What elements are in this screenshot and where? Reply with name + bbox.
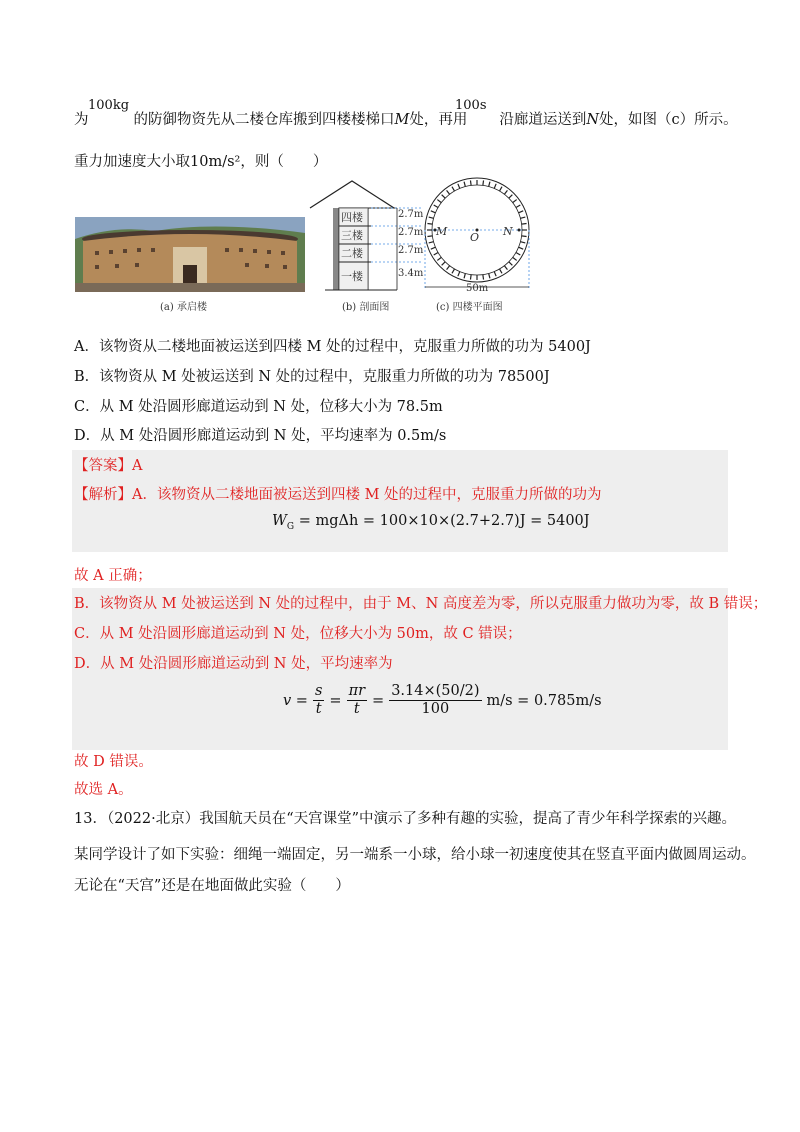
frac-num: s bbox=[314, 683, 323, 699]
ring-tick bbox=[483, 275, 484, 280]
option-b: B．该物资从 M 处被运送到 N 处的过程中，克服重力所做的功为 78500J bbox=[74, 369, 550, 385]
option-a: A．该物资从二楼地面被运送到四楼 M 处的过程中，克服重力所做的功为 5400J bbox=[74, 339, 591, 355]
mass-value: 100kg bbox=[88, 98, 130, 113]
text-segment: 处，再用 bbox=[409, 112, 468, 128]
ring-tick bbox=[429, 242, 434, 243]
eq2-v: v = bbox=[283, 692, 308, 709]
height-4: 3.4m bbox=[398, 268, 424, 279]
fraction-value bbox=[389, 683, 481, 718]
ring-tick bbox=[431, 247, 436, 249]
analysis-d: D．从 M 处沿圆形廊道运动到 N 处，平均速率为 bbox=[74, 656, 393, 672]
analysis-c: C．从 M 处沿圆形廊道运动到 N 处，位移大小为 50m，故 C 错误； bbox=[74, 626, 522, 642]
ring-tick bbox=[437, 257, 441, 260]
ring-tick bbox=[470, 180, 471, 185]
plan-m-label: M bbox=[436, 225, 448, 238]
point-n: N bbox=[586, 112, 600, 128]
answer-label: 【答案】A bbox=[74, 458, 143, 474]
frac-den: t bbox=[315, 701, 322, 717]
diameter-label: 50m bbox=[466, 283, 489, 294]
ring-tick bbox=[427, 236, 432, 237]
height-2: 2.7m bbox=[398, 227, 424, 238]
ring-tick bbox=[513, 200, 517, 203]
text-segment: 沿廊道运送到 bbox=[499, 112, 587, 128]
equation-speed bbox=[283, 683, 602, 718]
text-segment: 为 bbox=[74, 112, 89, 128]
ring-tick bbox=[489, 273, 490, 278]
text-segment: 的防御物资先从二楼仓库搬到四楼楼梯口 bbox=[133, 112, 395, 128]
conclusion-d: 故 D 错误。 bbox=[74, 754, 153, 770]
eq-sub-g: G bbox=[286, 521, 295, 532]
ring-tick bbox=[434, 253, 438, 256]
ring-tick bbox=[504, 266, 507, 270]
caption-b: (b) 剖面图 bbox=[342, 302, 390, 313]
floor3-label: 三楼 bbox=[341, 229, 363, 242]
ring-tick bbox=[437, 200, 441, 203]
ring-tick bbox=[520, 242, 525, 243]
height-3: 2.7m bbox=[398, 245, 424, 256]
ring-tick bbox=[470, 275, 471, 280]
analysis-a: 【解析】A．该物资从二楼地面被运送到四楼 M 处的过程中，克服重力所做的功为 bbox=[74, 487, 602, 503]
ring-tick bbox=[489, 182, 490, 187]
ring-tick bbox=[447, 190, 450, 194]
ring-tick bbox=[464, 273, 465, 278]
ring-tick bbox=[429, 217, 434, 218]
frac-den: t bbox=[353, 701, 360, 717]
ring-tick bbox=[464, 182, 465, 187]
q13-line-2: 某同学设计了如下实验：细绳一端固定，另一端系一小球，给小球一初速度使其在竖直平面内做圆周运动。 bbox=[74, 847, 756, 863]
option-c: C．从 M 处沿圆形廊道运动到 N 处，位移大小为 78.5m bbox=[74, 399, 443, 415]
ring-tick bbox=[500, 269, 503, 273]
ring-tick bbox=[447, 266, 450, 270]
ring-tick bbox=[513, 257, 517, 260]
ring-tick bbox=[516, 205, 520, 208]
frac-num: πr bbox=[348, 683, 366, 699]
ring-tick bbox=[519, 211, 524, 213]
ring-tick bbox=[458, 184, 460, 189]
floor4-label: 四楼 bbox=[341, 211, 363, 224]
fraction-s-t bbox=[313, 683, 324, 718]
ring-tick bbox=[509, 262, 513, 266]
ring-tick bbox=[520, 217, 525, 218]
floor2-label: 二楼 bbox=[341, 247, 363, 260]
plan-o-label: O bbox=[470, 231, 480, 244]
caption-a: (a) 承启楼 bbox=[160, 302, 207, 313]
ring-tick bbox=[500, 187, 503, 191]
question-line-1 bbox=[74, 110, 738, 130]
plan-n-label: N bbox=[503, 225, 513, 238]
eq2-equals: = bbox=[329, 692, 342, 709]
frac-num: 3.14×(50/2) bbox=[391, 683, 480, 699]
tulou-photo bbox=[75, 217, 305, 292]
ring-tick bbox=[519, 247, 524, 249]
time-value: 100s bbox=[455, 98, 487, 113]
q13-line-3: 无论在“天宫”还是在地面做此实验（ ） bbox=[74, 878, 350, 894]
conclusion-a: 故 A 正确； bbox=[74, 568, 152, 584]
ring-tick bbox=[458, 272, 460, 277]
equation-work bbox=[272, 513, 590, 532]
eq-rhs: = mgΔh = 100×10×(2.7+2.7)J = 5400J bbox=[298, 513, 590, 529]
ring-tick bbox=[434, 205, 438, 208]
text-segment: 处，如图（c）所示。 bbox=[599, 112, 738, 128]
ring-tick bbox=[516, 253, 520, 256]
q13-line-1: 13．（2022·北京）我国航天员在“天宫课堂”中演示了多种有趣的实验，提高了青少年科学探索的兴趣。 bbox=[74, 811, 737, 827]
analysis-b: B．该物资从 M 处被运送到 N 处的过程中，由于 M、N 高度差为零，所以克服重力做功为零，故 B 错误； bbox=[74, 596, 768, 612]
fraction-pir-t bbox=[347, 683, 367, 718]
height-1: 2.7m bbox=[398, 209, 424, 220]
eq2-equals-2: = bbox=[372, 692, 385, 709]
ring-tick bbox=[452, 187, 455, 191]
question-line-2: 重力加速度大小取10m/s²，则（ ） bbox=[74, 154, 328, 170]
frac-den: 100 bbox=[421, 701, 450, 717]
ring-tick bbox=[522, 223, 527, 224]
ring-tick bbox=[442, 195, 446, 199]
option-d: D．从 M 处沿圆形廊道运动到 N 处，平均速率为 0.5m/s bbox=[74, 428, 447, 444]
ring-tick bbox=[494, 184, 496, 189]
final-answer: 故选 A。 bbox=[74, 782, 133, 798]
ring-tick bbox=[504, 190, 507, 194]
floor1-label: 一楼 bbox=[341, 270, 363, 283]
ring-tick bbox=[483, 180, 484, 185]
ring-tick bbox=[522, 236, 527, 237]
caption-c: (c) 四楼平面图 bbox=[436, 302, 503, 313]
ring-tick bbox=[509, 195, 513, 199]
eq2-result: m/s = 0.785m/s bbox=[486, 692, 602, 709]
ring-tick bbox=[442, 262, 446, 266]
ring-tick bbox=[494, 272, 496, 277]
ring-tick bbox=[431, 211, 436, 213]
point-m: M bbox=[394, 112, 410, 128]
ring-tick bbox=[427, 223, 432, 224]
eq-w: W bbox=[272, 513, 287, 529]
ring-tick bbox=[452, 269, 455, 273]
